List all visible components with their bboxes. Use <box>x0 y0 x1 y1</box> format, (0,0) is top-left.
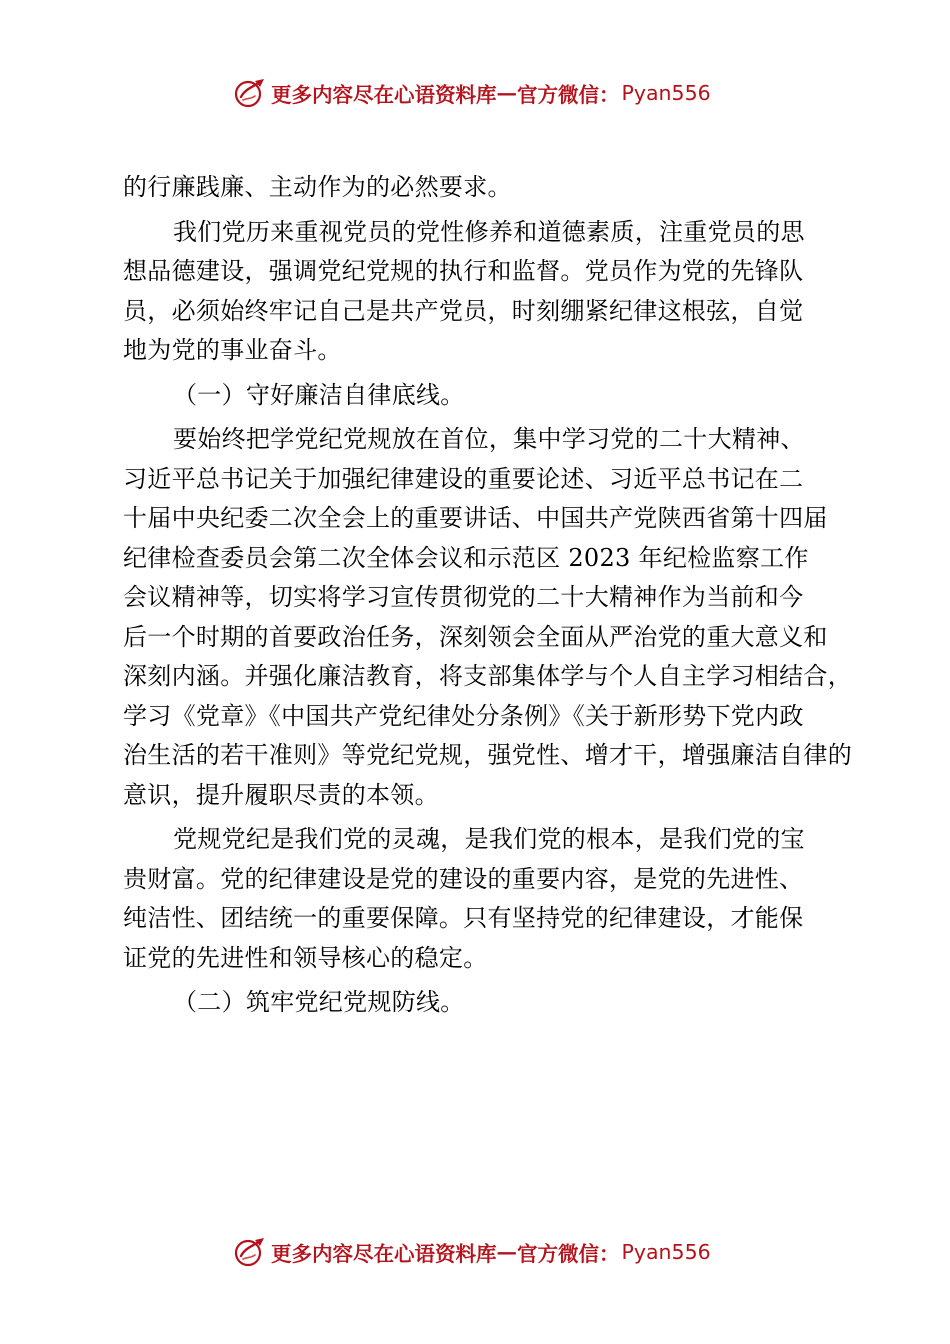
paragraph-line: 想品德建设，强调党纪党规的执行和监督。党员作为党的先锋队 <box>123 257 804 285</box>
paragraph-line: 地为党的事业奋斗。 <box>123 336 342 364</box>
watermark-brand-text: 更多内容尽在心语资料库 <box>271 1242 497 1266</box>
paragraph-line: 纪律检查委员会第二次全体会议和示范区 2023 年纪检监察工作 <box>123 543 809 572</box>
footer-watermark <box>233 1232 711 1272</box>
paragraph-line: 纯洁性、团结统一的重要保障。只有坚持党的纪律建设，才能保 <box>123 904 804 932</box>
header-watermark <box>233 73 711 113</box>
section-heading: （一）守好廉洁自律底线。 <box>173 380 465 409</box>
paragraph-line: 我们党历来重视党员的党性修养和道德素质，注重党员的思 <box>173 217 805 246</box>
watermark-wechat-id: Pyan556 <box>621 81 711 105</box>
document-body <box>123 168 852 1023</box>
paragraph-line: 的行廉践廉、主动作为的必然要求。 <box>123 173 512 201</box>
paragraph-line: 意识，提升履职尽责的本领。 <box>123 780 439 809</box>
brand-logo-icon <box>233 75 269 111</box>
paragraph-line: 治生活的若干准则》等党纪党规，强党性、增才干，增强廉洁自律的 <box>123 741 852 769</box>
paragraph-line: 贵财富。党的纪律建设是党的建设的重要内容，是党的先进性、 <box>123 864 804 893</box>
brand-logo-icon <box>233 1234 269 1270</box>
watermark-wechat-label: 官方微信： <box>517 83 620 107</box>
section-heading: （二）筑牢党纪党规防线。 <box>173 988 465 1016</box>
watermark-wechat-id: Pyan556 <box>621 1240 711 1264</box>
paragraph-line: 习近平总书记关于加强纪律建设的重要论述、习近平总书记在二 <box>123 464 804 493</box>
paragraph-line: 员，必须始终牢记自己是共产党员，时刻绷紧纪律这根弦，自觉 <box>123 296 804 325</box>
watermark-wechat-label: 官方微信： <box>517 1242 620 1266</box>
paragraph-line: 学习《党章》《中国共产党纪律处分条例》《关于新形势下党内政 <box>123 701 804 730</box>
paragraph-line: 后一个时期的首要政治任务，深刻领会全面从严治党的重大意义和 <box>123 622 828 651</box>
paragraph-line: 深刻内涵。并强化廉洁教育，将支部集体学与个人自主学习相结合， <box>123 662 852 690</box>
paragraph-line: 党规党纪是我们党的灵魂，是我们党的根本，是我们党的宝 <box>173 825 805 853</box>
paragraph-line: 会议精神等，切实将学习宣传贯彻党的二十大精神作为当前和今 <box>123 583 804 611</box>
watermark-separator: — <box>496 1240 517 1264</box>
paragraph-line: 证党的先进性和领导核心的稳定。 <box>123 943 488 972</box>
paragraph-line: 十届中央纪委二次全会上的重要讲话、中国共产党陕西省第十四届 <box>123 504 828 532</box>
watermark-separator: — <box>496 81 517 105</box>
paragraph-line: 要始终把学党纪党规放在首位，集中学习党的二十大精神、 <box>173 425 805 453</box>
watermark-brand-text: 更多内容尽在心语资料库 <box>271 83 497 107</box>
